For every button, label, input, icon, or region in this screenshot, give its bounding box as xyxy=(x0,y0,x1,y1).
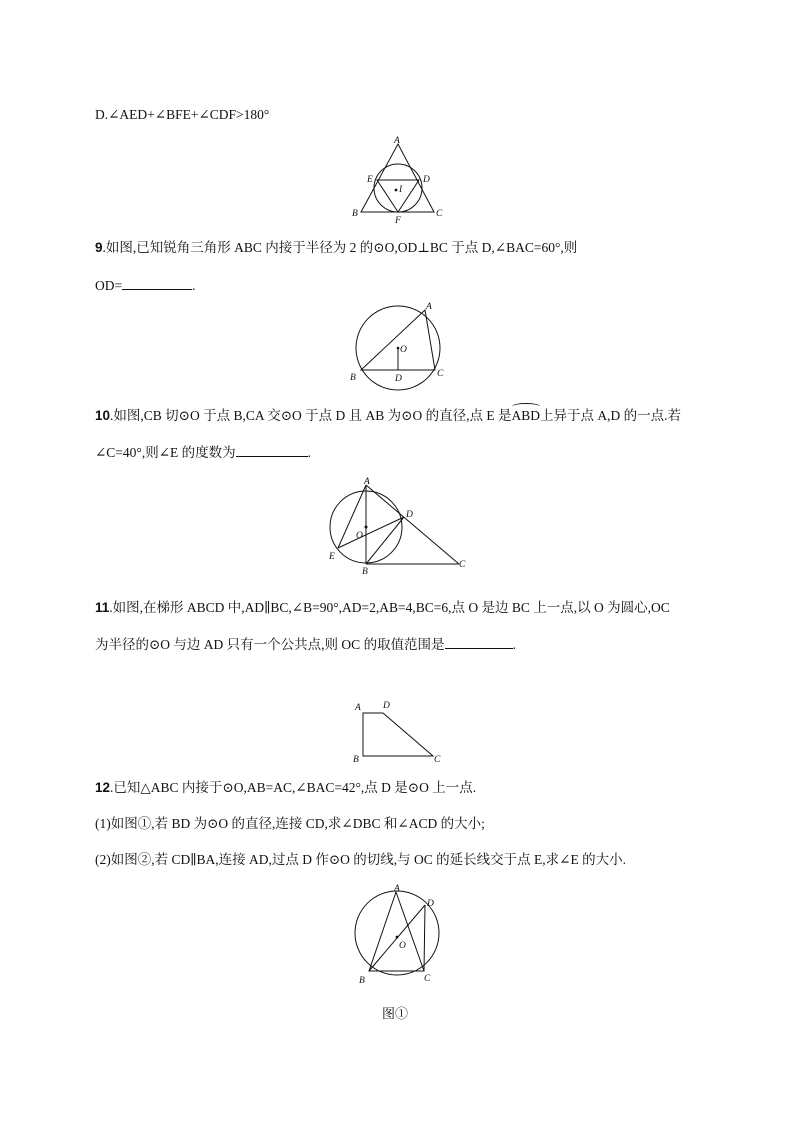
q12-text: .已知△ABC 内接于⊙O,AB=AC,∠BAC=42°,点 D 是⊙O 上一点. xyxy=(110,780,477,795)
label-b: B xyxy=(353,755,359,765)
label-c: C xyxy=(437,369,444,379)
q12-line1 xyxy=(95,779,476,797)
q9-line1 xyxy=(95,239,577,257)
label-o: O xyxy=(399,941,406,951)
q11-text2: 为半径的⊙O 与边 AD 只有一个公共点,则 OC 的取值范围是 xyxy=(95,637,445,652)
q9-line2 xyxy=(95,276,196,295)
label-f: F xyxy=(395,216,401,226)
q10-line1 xyxy=(95,407,681,425)
label-a: A xyxy=(355,703,361,713)
figure-caption: 图① xyxy=(382,1006,409,1021)
q9-answer-label: OD= xyxy=(95,278,123,293)
q10-answer-label: ∠C=40°,则∠E 的度数为 xyxy=(95,445,236,460)
option-d: D.∠AED+∠BFE+∠CDF>180° xyxy=(95,107,270,122)
q10-answer-blank[interactable] xyxy=(236,443,308,457)
label-i: I xyxy=(399,185,403,195)
q11-answer-suffix: . xyxy=(512,637,516,652)
label-e: E xyxy=(329,552,335,562)
q10-text-a: .如图,CB 切⊙O 于点 B,CA 交⊙O 于点 D 且 AB 为⊙O 的直径,点 E 是 xyxy=(110,408,512,423)
label-a: A xyxy=(426,302,432,312)
label-d: D xyxy=(427,899,434,909)
q10-number: 10 xyxy=(95,408,111,423)
q11-line1 xyxy=(95,599,670,617)
q9-answer-suffix: . xyxy=(192,278,196,293)
label-b: B xyxy=(362,567,368,577)
q10-line2 xyxy=(95,443,311,462)
label-c: C xyxy=(424,974,431,984)
label-c: C xyxy=(434,755,441,765)
label-b: B xyxy=(350,373,356,383)
q11-answer-blank[interactable] xyxy=(445,635,513,649)
q10-text-b: 上异于点 A,D 的一点.若 xyxy=(540,408,682,423)
label-d: D xyxy=(423,175,430,185)
q10-arc-abd: ABD xyxy=(511,408,541,423)
label-b: B xyxy=(359,976,365,986)
label-c: C xyxy=(459,560,466,570)
figure-circle-isosceles xyxy=(343,882,453,990)
label-a: A xyxy=(394,136,400,146)
label-d: D xyxy=(406,510,413,520)
label-a: A xyxy=(394,884,400,894)
q12-number: 12 xyxy=(95,780,111,795)
label-o: O xyxy=(356,531,363,541)
label-o: O xyxy=(400,345,407,355)
label-a: A xyxy=(364,477,370,487)
figure-trapezoid xyxy=(348,696,448,768)
label-d: D xyxy=(395,374,402,384)
q9-text: .如图,已知锐角三角形 ABC 内接于半径为 2 的⊙O,OD⊥BC 于点 D,∠BAC=60°,则 xyxy=(102,240,578,255)
q12-part2: (2)如图②,若 CD∥BA,连接 AD,过点 D 作⊙O 的切线,与 OC 的延长线交于点 E,求∠E 的大小. xyxy=(95,852,626,867)
figure-inscribed-triangle xyxy=(340,298,456,390)
q11-text: .如图,在梯形 ABCD 中,AD∥BC,∠B=90°,AD=2,AB=4,BC=6,点 O 是边 BC 上一点,以 O 为圆心,OC xyxy=(109,600,670,615)
q9-number: 9 xyxy=(95,240,103,255)
figure-incircle-triangle xyxy=(340,132,460,227)
q11-number: 11 xyxy=(95,600,110,615)
q12-part1: (1)如图①,若 BD 为⊙O 的直径,连接 CD,求∠DBC 和∠ACD 的大小; xyxy=(95,816,485,831)
figure-tangent-circle xyxy=(322,474,472,579)
q11-line2 xyxy=(95,635,516,654)
label-d: D xyxy=(383,701,390,711)
q10-answer-suffix: . xyxy=(307,445,312,460)
q9-answer-blank[interactable] xyxy=(122,276,192,290)
label-b: B xyxy=(352,209,358,219)
label-c: C xyxy=(436,209,443,219)
label-e: E xyxy=(367,175,373,185)
